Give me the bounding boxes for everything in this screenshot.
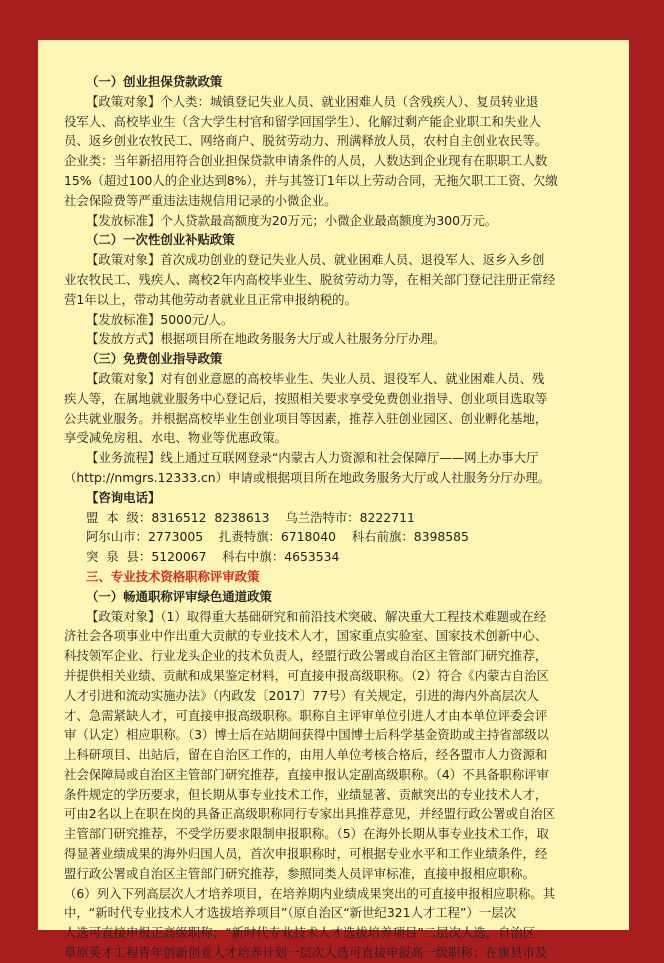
text-line: 得显著业绩成果的海外归国人员，首次申报职称时，可根据专业水平和工作业绩条件，经 [64, 846, 548, 862]
text-line: 【业务流程】线上通过互联网登录“内蒙古人力资源和社会保障厅——网上办事大厅 [86, 450, 539, 466]
text-line: 【政策对象】对有创业意愿的高校毕业生、失业人员、退役军人、就业困难人员、残 [86, 370, 545, 386]
text-line: 人选可直接申报正高级职称；“新时代专业技术人才选拔培养项目”二层次人选，自治区 [64, 925, 536, 941]
text-line: 员、返乡创业农牧民工、网络商户、脱贫劳动力、刑满释放人员，农村自主创业农民等。 [64, 133, 548, 149]
text-line: 15%（超过100人的企业达到8%），并与其签订1年以上劳动合同，无拖欠职工工资、欠缴 [64, 172, 558, 188]
section-heading-startup-guidance: （三）免费创业指导政策 [86, 351, 223, 367]
section-heading-guarantee-loan: （一）创业担保贷款政策 [86, 74, 223, 89]
section-heading-startup-subsidy: （二）一次性创业补贴政策 [86, 232, 235, 248]
text-line: 【政策对象】首次成功创业的登记失业人员、就业困难人员、退役军人、返乡入乡创 [86, 252, 545, 268]
text-line: （http://nmgrs.12333.cn）申请或根据项目所在地政务服务大厅或人社服务分厅办理。 [64, 469, 551, 485]
contact-phone-line: 盟 本 级：8316512 8238613 乌兰浩特市：8222711 [86, 509, 415, 525]
policy-document-page [38, 40, 629, 961]
text-line: 企业类：当年新招用符合创业担保贷款申请条件的人员，人数达到企业现有在职职工人数 [64, 153, 548, 169]
text-line: 疾人等，在属地就业服务中心登记后，按照相关要求享受免费创业指导、创业项目选取等 [64, 390, 548, 406]
text-line: 中，“新时代专业技术人才选拔培养项目”（原自治区“新世纪321人才工程”）一层次 [64, 905, 517, 921]
text-line: 主管部门研究推荐，不受学历要求限制申报职称。（5）在海外长期从事专业技术工作，取 [64, 826, 549, 842]
text-line: 并提供相关业绩、贡献和成果鉴定材料，可直接申报高级职称。（2）符合《内蒙古自治区 [64, 667, 549, 683]
text-line: 盟行政公署或自治区主管部门研究推荐，参照同类人员评审标准，直接申报相应职称。 [64, 865, 535, 881]
text-line: 才、急需紧缺人才，可直接申报高级职称。职称自主评审单位引进人才由本单位评委会评 [64, 707, 548, 723]
contact-phone-line: 突 泉 县：5120067 科右中旗：4653534 [86, 549, 340, 565]
text-line: 草原英才工程青年创新创业人才培养计划一层次人选可直接申报高一级职称；在旗县市及 [64, 945, 548, 961]
text-line: 业农牧民工、残疾人、离校2年内高校毕业生、脱贫劳动力等，在相关部门登记注册正常经 [64, 271, 556, 287]
text-line: 条件规定的学历要求，但长期从事专业技术工作，业绩显著、贡献突出的专业技术人才， [64, 786, 548, 802]
contact-phone-line: 阿尔山市：2773005 扎赉特旗：6718040 科右前旗：8398585 [86, 529, 469, 545]
section-heading-green-channel: （一）畅通职称评审绿色通道政策 [86, 588, 272, 604]
text-line: 【发放方式】根据项目所在地政务服务大厅或人社服务分厅办理。 [86, 331, 446, 347]
text-line: 享受减免房租、水电、物业等优惠政策。 [64, 430, 288, 446]
text-line: 社会保险费等严重违法违规信用记录的小微企业。 [64, 192, 337, 208]
text-line: 社会保障局或自治区主管部门研究推荐，直接申报认定副高级职称。（4）不具备职称评审 [64, 766, 549, 782]
text-line: 公共就业服务。并根据高校毕业生创业项目等因素，推荐入驻创业园区、创业孵化基地， [64, 410, 548, 426]
text-line: 役军人、高校毕业生（含大学生村官和留学回国学生）、化解过剩产能企业职工和失业人 [64, 113, 542, 129]
text-line: 科技领军企业、行业龙头企业的技术负责人，经盟行政公署或自治区主管部门研究推荐， [64, 648, 548, 664]
text-line: 可由2名以上在职在岗的具备正高级职称同行专家出具推荐意见，并经盟行政公署或自治区 [64, 806, 556, 822]
text-line: 上科研项目、出站后，留在自治区工作的，由用人单位考核合格后，经各盟市人力资源和 [64, 747, 548, 763]
text-line: 【政策对象】个人类：城镇登记失业人员、就业困难人员（含残疾人）、复员转业退 [86, 93, 539, 109]
text-line: 营1年以上，带动其他劳动者就业且正常申报纳税的。 [64, 291, 357, 307]
chapter-heading-title-review: 三、专业技术资格职称评审政策 [86, 568, 260, 584]
text-line: （6）列入下列高层次人才培养项目，在培养期内业绩成果突出的可直接申报相应职称。其 [64, 885, 556, 901]
text-line: 【政策对象】（1）取得重大基础研究和前沿技术突破、解决重大工程技术难题或在经 [86, 608, 547, 624]
text-line: 审（认定）相应职称。（3）博士后在站期间获得中国博士后科学基金资助或主持省部级以 [64, 727, 549, 743]
text-line: 【发放标准】个人贷款最高额度为20万元；小微企业最高额度为300万元。 [86, 212, 498, 228]
contact-phone-heading: 【咨询电话】 [86, 489, 161, 505]
text-line: 人才引进和流动实施办法》（内政发〔2017〕77号）有关规定，引进的海内外高层次人 [64, 687, 539, 703]
text-line: 济社会各项事业中作出重大贡献的专业技术人才，国家重点实验室、国家技术创新中心、 [64, 628, 548, 644]
text-line: 【发放标准】5000元/人。 [86, 311, 234, 327]
